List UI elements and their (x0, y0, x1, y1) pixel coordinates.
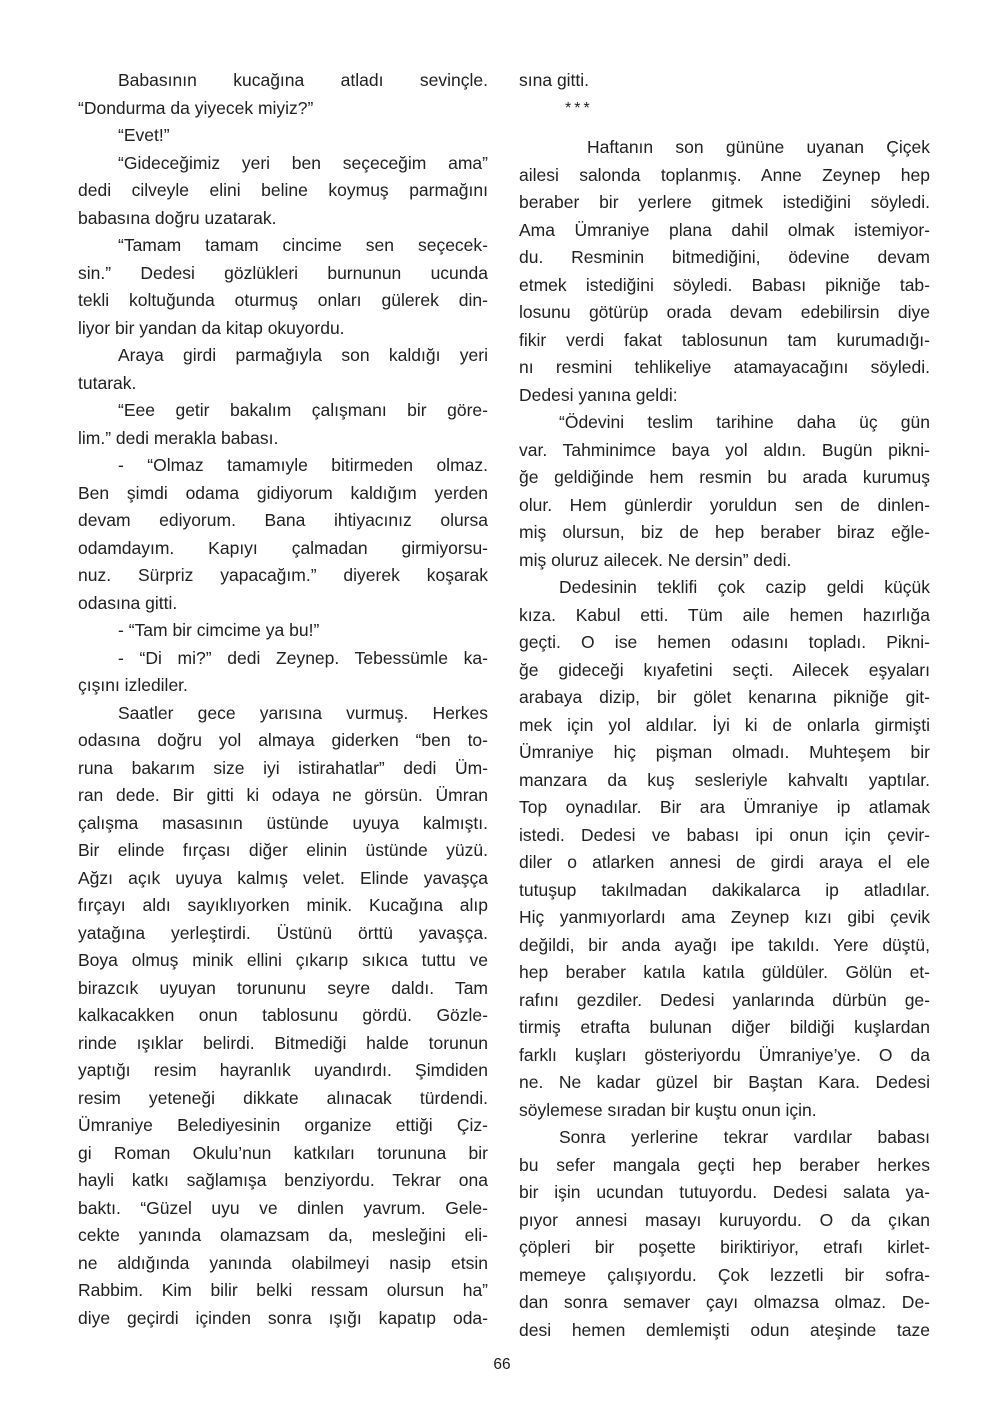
text-line: Dedesi yanına geldi: (519, 384, 678, 405)
text-line: Top oynadılar. Bir ara Ümraniye ip atlamak (519, 797, 930, 817)
text-line: “Gideceğimiz yeri ben seçeceğim ama” (118, 152, 488, 173)
text-line: dedi cilveyle elini beline koymuş parmağını (78, 180, 488, 200)
text-line: Ama Ümraniye plana dahil olmak istemiyor- (519, 219, 930, 240)
text-line: mek için yol aldılar. İyi ki de onlarla girmişti (519, 714, 930, 735)
text-line: bir işin ucundan tutuyordu. Dedesi salata ya- (519, 1182, 930, 1202)
text-line: ran dede. Bir gitti ki odaya ne görsün. Ümran (78, 785, 488, 805)
text-line: ne aldığında yanında olabilmeyi nasip etsin (78, 1252, 488, 1273)
text-line: Araya girdi parmağıyla son kaldığı yeri (118, 345, 488, 365)
text-line: söylemese sıradan bir kuştu onun için. (519, 1099, 817, 1120)
text-line: birazcık uyuyan torununu seyre daldı. Tam (78, 977, 488, 998)
text-line: nuz. Sürpriz yapacağım.” diyerek koşarak (78, 565, 488, 585)
text-line: Ümraniye hiç pişman olmadı. Muhteşem bir (519, 742, 930, 762)
text-line: - “Tam bir cimcime ya bu!” (118, 620, 320, 640)
text-line: farklı kuşları gösteriyordu Ümraniye’ye. O da (519, 1044, 930, 1065)
text-line: geçti. O ise hemen odasını topladı. Pikni- (519, 632, 930, 652)
text-line: hep beraber katıla katıla güldüler. Gölün et- (519, 962, 930, 982)
text-line: ğe geldiğinde hem resmin bu arada kurumuş (519, 467, 930, 487)
text-line: Ben şimdi odama gidiyorum kaldığım yerden (78, 482, 488, 503)
text-columns (78, 67, 930, 1344)
text-line: desi hemen demlemişti odun ateşinde taze (519, 1319, 930, 1340)
left-column (78, 67, 488, 1344)
text-line: odasına gitti. (78, 592, 178, 613)
text-line: “Evet!” (118, 125, 170, 145)
text-line: gi Roman Okulu’nun katkıları torununa bir (78, 1142, 488, 1163)
text-line: nı resmini tehlikeliye atamayacağını söyledi. (519, 357, 930, 377)
text-line: sına gitti. (519, 70, 590, 90)
text-line: Saatler gece yarısına vurmuş. Herkes (118, 702, 488, 723)
text-line: değildi, bir anda ayağı ipe takıldı. Yere düştü, (519, 934, 930, 955)
text-line: dan sonra semaver çayı olmazsa olmaz. De- (519, 1292, 930, 1312)
text-line: diye geçirdi içinden sonra ışığı kapatıp oda- (78, 1307, 488, 1328)
text-line: Sonra yerlerine tekrar vardılar babası (559, 1127, 930, 1147)
text-line: devam ediyorum. Bana ihtiyacınız olursa (78, 510, 488, 530)
text-line: Dedesinin teklifi çok cazip geldi küçük (559, 577, 930, 597)
section-separator: *** (565, 99, 593, 117)
right-column (519, 67, 930, 1344)
text-line: Ümraniye Belediyesinin organize ettiği Çiz- (78, 1115, 488, 1135)
text-line: beraber bir yerlere gitmek istediğini söyledi. (519, 192, 930, 212)
text-line: manzara da kuş sesleriyle kahvaltı yaptılar. (519, 769, 930, 790)
text-line: “Dondurma da yiyecek miyiz?” (78, 97, 314, 118)
text-line: tekli koltuğunda oturmuş onları gülerek din- (78, 290, 488, 310)
text-line: çöpleri bir poşette biriktiriyor, etrafı kirlet- (519, 1237, 930, 1257)
text-line: kıza. Kabul etti. Tüm aile hemen hazırlığa (519, 604, 930, 625)
text-line: Babasının kucağına atladı sevinçle. (118, 70, 488, 90)
text-line: Hiç yanmıyorlardı ama Zeynep kızı gibi çevik (519, 907, 930, 927)
text-line: Boya olmuş minik ellini çıkarıp sıkıca tuttu ve (78, 950, 488, 970)
text-line: hayli katkı sağlamışa benziyordu. Tekrar ona (78, 1170, 488, 1190)
text-line: “Tamam tamam cincime sen seçecek- (118, 235, 488, 255)
text-line: du. Resminin bitmediğini, ödevine devam (519, 247, 930, 267)
text-line: resim yeteneği dikkate alınacak türdendi. (78, 1087, 488, 1108)
text-line: etmek istediğini söyledi. Babası pikniğe tab- (519, 274, 930, 295)
text-line: rafını gezdiler. Dedesi yanlarında dürbün ge- (519, 989, 930, 1010)
text-line: babasına doğru uzatarak. (78, 207, 277, 228)
text-line: - “Olmaz tamamıyle bitirmeden olmaz. (118, 455, 488, 475)
text-line: arabaya dizip, bir gölet kenarına pikniğe git- (519, 687, 930, 707)
text-line: Ağzı açık uyuya kalmış velet. Elinde yavaşça (78, 867, 488, 888)
text-line: çalışma masasının üstünde uyuya kalmıştı. (78, 812, 488, 833)
page-number: 66 (493, 1356, 511, 1373)
text-line: runa bakarım size iyi istirahatlar” dedi Üm- (78, 757, 488, 778)
text-line: baktı. “Güzel uyu ve dinlen yavrum. Gele- (78, 1197, 488, 1218)
text-line: kalkacakken onun tablosunu gördü. Gözle- (78, 1005, 488, 1025)
text-line: losunu götürüp orada devam edebilirsin diye (519, 302, 930, 322)
text-line: diler o atlarken annesi de girdi araya el ele (519, 852, 930, 872)
text-line: fırçayı aldı sayıklıyorken minik. Kucağına alıp (78, 895, 488, 915)
text-line: bu sefer mangala geçti hep beraber herkes (519, 1154, 930, 1175)
text-line: ailesi salonda toplanmış. Anne Zeynep hep (519, 164, 930, 185)
text-line: yatağına yerleştirdi. Üstünü örttü yavaşça. (78, 922, 488, 943)
text-line: tutarak. (78, 372, 137, 393)
text-line: olur. Hem günlerdir yoruldun sen de dinlen- (519, 494, 930, 515)
text-line: odamdayım. Kapıyı çalmadan girmiyorsu- (78, 537, 488, 558)
text-line: ne. Ne kadar güzel bir Baştan Kara. Dedesi (519, 1072, 930, 1092)
text-line: tutuşup takılmadan dakikalarca ip atladılar. (519, 879, 930, 900)
text-line: pıyor annesi masayı kuruyordu. O da çıkan (519, 1209, 930, 1230)
text-line: var. Tahminimce baya yol aldın. Bugün pikni- (519, 439, 930, 460)
text-line: tirmiş etrafta bulunan diğer bildiği kuşlardan (519, 1017, 930, 1037)
text-line: Bir elinde fırçası diğer elinin üstünde yüzü. (78, 840, 488, 860)
text-line: çışını izlediler. (78, 675, 188, 695)
text-line: lim.” dedi merakla babası. (78, 427, 279, 448)
text-line: Rabbim. Kim bilir belki ressam olursun ha” (78, 1280, 488, 1300)
text-line: memeye çalışıyordu. Çok lezzetli bir sofra- (519, 1264, 930, 1285)
text-line: yaptığı resim hayranlık uyandırdı. Şimdiden (78, 1060, 488, 1080)
text-line: ğe gideceği kıyafetini seçti. Ailecek eşyaları (519, 659, 930, 680)
text-line: “Ödevini teslim tarihine daha üç gün (559, 412, 930, 432)
text-line: miş oluruz ailecek. Ne dersin” dedi. (519, 549, 792, 570)
text-line: cekte yanında olamazsam da, mesleğini eli- (78, 1225, 488, 1245)
text-line: istedi. Dedesi ve babası ipi onun için çevir- (519, 824, 930, 845)
text-line: miş olursun, biz de hep beraber biraz eğle- (519, 522, 930, 542)
text-line: Haftanın son gününe uyanan Çiçek (587, 137, 930, 157)
text-line: liyor bir yandan da kitap okuyordu. (78, 317, 345, 338)
text-line: odasına doğru yol almaya giderken “ben to- (78, 730, 488, 750)
text-line: rinde ışıklar belirdi. Bitmediği halde torunun (78, 1032, 488, 1053)
text-line: fikir verdi fakat tablosunun tam kurumadığı- (519, 329, 930, 350)
text-line: - “Di mi?” dedi Zeynep. Tebessümle ka- (118, 647, 488, 668)
text-line: sin.” Dedesi gözlükleri burnunun ucunda (78, 262, 488, 283)
text-line: “Eee getir bakalım çalışmanı bir göre- (118, 400, 488, 420)
